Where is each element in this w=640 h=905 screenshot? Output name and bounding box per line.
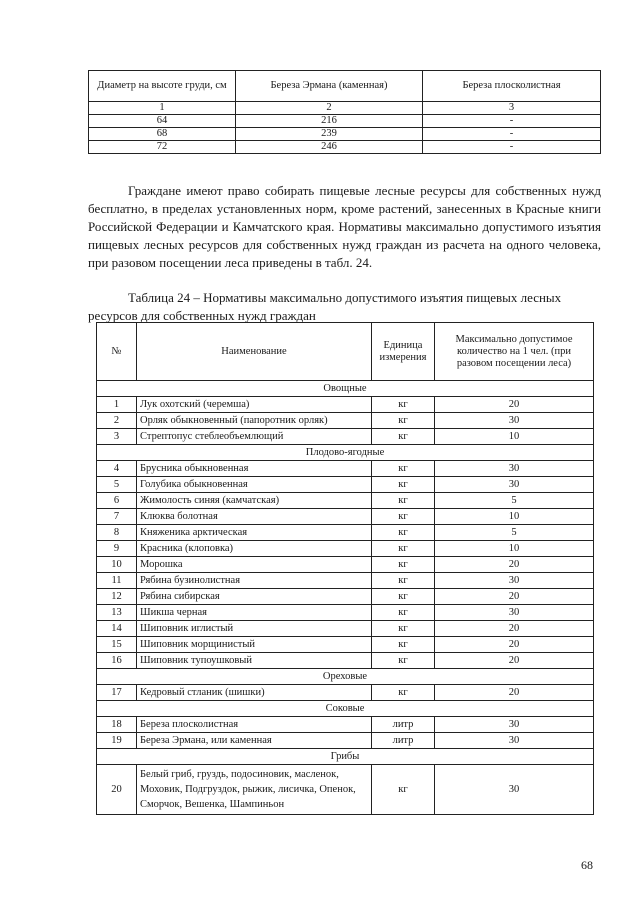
cell-num: 15	[97, 637, 137, 653]
cell-num: 13	[97, 605, 137, 621]
diameter-table	[88, 70, 601, 154]
cell-name: Береза Эрмана, или каменная	[137, 733, 372, 749]
cell-qty: 20	[435, 397, 594, 413]
table-row	[97, 461, 594, 477]
cell-unit: кг	[372, 493, 435, 509]
cell-name: Лук охотский (черемша)	[137, 397, 372, 413]
cell-unit: кг	[372, 429, 435, 445]
cell-qty: 20	[435, 589, 594, 605]
cell-num: 10	[97, 557, 137, 573]
cell-qty: 30	[435, 717, 594, 733]
cell-unit: литр	[372, 733, 435, 749]
page-number: 68	[581, 858, 593, 872]
cell-num: 8	[97, 525, 137, 541]
cell-num: 16	[97, 653, 137, 669]
cell-unit: кг	[372, 397, 435, 413]
cell-qty: 5	[435, 493, 594, 509]
t2-body	[97, 381, 594, 815]
section-title: Соковые	[97, 701, 594, 717]
cell-unit: кг	[372, 477, 435, 493]
cell-qty: 30	[435, 573, 594, 589]
section-row	[97, 669, 594, 685]
cell-qty: 30	[435, 461, 594, 477]
section-title: Ореховые	[97, 669, 594, 685]
t1-cell: 216	[236, 115, 423, 128]
t1-header-flatleaf: Береза плосколистная	[423, 71, 601, 102]
t1-cell: -	[423, 141, 601, 154]
t2-header-name: Наименование	[137, 323, 372, 381]
cell-name: Стрептопус стеблеобъемлющий	[137, 429, 372, 445]
table-row	[97, 525, 594, 541]
cell-name: Шиповник тупоушковый	[137, 653, 372, 669]
cell-qty: 10	[435, 429, 594, 445]
cell-unit: кг	[372, 557, 435, 573]
cell-unit: кг	[372, 461, 435, 477]
cell-unit: кг	[372, 573, 435, 589]
table-row	[97, 605, 594, 621]
cell-name: Клюква болотная	[137, 509, 372, 525]
t1-cell: -	[423, 115, 601, 128]
cell-name: Рябина сибирская	[137, 589, 372, 605]
cell-name: Жимолость синяя (камчатская)	[137, 493, 372, 509]
cell-unit: кг	[372, 589, 435, 605]
section-title: Плодово-ягодные	[97, 445, 594, 461]
cell-qty: 30	[435, 733, 594, 749]
t2-header-qty: Максимально допустимое количество на 1 чел. (при разовом посещении леса)	[435, 323, 594, 381]
cell-unit: кг	[372, 605, 435, 621]
table-row	[97, 637, 594, 653]
cell-name: Береза плосколистная	[137, 717, 372, 733]
table-row	[97, 717, 594, 733]
cell-qty: 30	[435, 605, 594, 621]
table-row	[97, 509, 594, 525]
t1-row	[89, 128, 601, 141]
cell-num: 6	[97, 493, 137, 509]
cell-qty: 20	[435, 557, 594, 573]
cell-name: Белый гриб, груздь, подосиновик, масленок, Моховик, Подгруздок, рыжик, лисичка, Опенок, Сморчок, Вешенка, Шампиньон	[137, 765, 372, 815]
table-row	[97, 685, 594, 701]
table-row	[97, 765, 594, 815]
section-row	[97, 701, 594, 717]
cell-num: 14	[97, 621, 137, 637]
cell-name: Шикша черная	[137, 605, 372, 621]
cell-unit: кг	[372, 525, 435, 541]
cell-qty: 20	[435, 685, 594, 701]
t1-row	[89, 141, 601, 154]
table-row	[97, 429, 594, 445]
section-row	[97, 749, 594, 765]
cell-qty: 10	[435, 509, 594, 525]
table-row	[97, 477, 594, 493]
t1-row	[89, 115, 601, 128]
cell-unit: литр	[372, 717, 435, 733]
t1-cell: 72	[89, 141, 236, 154]
cell-num: 3	[97, 429, 137, 445]
cell-num: 12	[97, 589, 137, 605]
table-row	[97, 653, 594, 669]
cell-qty: 5	[435, 525, 594, 541]
t1-cell: 246	[236, 141, 423, 154]
t2-header-num: №	[97, 323, 137, 381]
cell-name: Морошка	[137, 557, 372, 573]
cell-num: 4	[97, 461, 137, 477]
section-title: Грибы	[97, 749, 594, 765]
table-row	[97, 541, 594, 557]
table-row	[97, 413, 594, 429]
cell-name: Шиповник морщинистый	[137, 637, 372, 653]
cell-name: Шиповник иглистый	[137, 621, 372, 637]
section-row	[97, 381, 594, 397]
cell-qty: 30	[435, 765, 594, 815]
cell-unit: кг	[372, 541, 435, 557]
table-row	[97, 493, 594, 509]
cell-num: 19	[97, 733, 137, 749]
cell-num: 20	[97, 765, 137, 815]
cell-num: 2	[97, 413, 137, 429]
cell-name: Княженика арктическая	[137, 525, 372, 541]
t1-cell: 239	[236, 128, 423, 141]
cell-qty: 20	[435, 653, 594, 669]
cell-unit: кг	[372, 637, 435, 653]
cell-qty: 30	[435, 477, 594, 493]
t2-header-unit: Единица измерения	[372, 323, 435, 381]
cell-name: Орляк обыкновенный (папоротник орляк)	[137, 413, 372, 429]
t1-index-row	[89, 102, 601, 115]
cell-num: 7	[97, 509, 137, 525]
t1-header-erman: Береза Эрмана (каменная)	[236, 71, 423, 102]
t1-cell: 68	[89, 128, 236, 141]
cell-unit: кг	[372, 765, 435, 815]
table-row	[97, 733, 594, 749]
table-caption: Таблица 24 – Нормативы максимально допустимого изъятия пищевых лесных ресурсов для собственных нужд граждан	[88, 290, 562, 323]
cell-unit: кг	[372, 653, 435, 669]
t1-header-diameter: Диаметр на высоте груди, см	[89, 71, 236, 102]
cell-unit: кг	[372, 413, 435, 429]
body-paragraph: Граждане имеют право собирать пищевые лесные ресурсы для собственных нужд бесплатно, в пределах установленных норм, кроме растений, занесенных в Красные книги Российской Федерации и Камчатского края. Нормативы максимально допустимого изъятия пищевых лесных ресурсов для собственных нужд граждан из расчета на одного человека, при разовом посещении леса приведены в табл. 24.	[88, 183, 601, 270]
cell-num: 17	[97, 685, 137, 701]
cell-unit: кг	[372, 685, 435, 701]
cell-num: 18	[97, 717, 137, 733]
cell-num: 5	[97, 477, 137, 493]
table-row	[97, 397, 594, 413]
cell-name: Рябина бузинолистная	[137, 573, 372, 589]
table-row	[97, 589, 594, 605]
cell-qty: 30	[435, 413, 594, 429]
section-row	[97, 445, 594, 461]
cell-qty: 10	[435, 541, 594, 557]
table-row	[97, 621, 594, 637]
cell-num: 9	[97, 541, 137, 557]
t1-cell: -	[423, 128, 601, 141]
t1-cell: 1	[89, 102, 236, 115]
t1-cell: 64	[89, 115, 236, 128]
cell-unit: кг	[372, 621, 435, 637]
cell-qty: 20	[435, 637, 594, 653]
t1-cell: 2	[236, 102, 423, 115]
table-row	[97, 573, 594, 589]
cell-num: 11	[97, 573, 137, 589]
forest-resources-table	[96, 322, 594, 815]
cell-num: 1	[97, 397, 137, 413]
cell-name: Голубика обыкновенная	[137, 477, 372, 493]
t1-cell: 3	[423, 102, 601, 115]
table-row	[97, 557, 594, 573]
cell-name: Кедровый стланик (шишки)	[137, 685, 372, 701]
cell-unit: кг	[372, 509, 435, 525]
cell-qty: 20	[435, 621, 594, 637]
section-title: Овощные	[97, 381, 594, 397]
cell-name: Брусника обыкновенная	[137, 461, 372, 477]
t1-body	[89, 102, 601, 154]
cell-name: Красника (клоповка)	[137, 541, 372, 557]
